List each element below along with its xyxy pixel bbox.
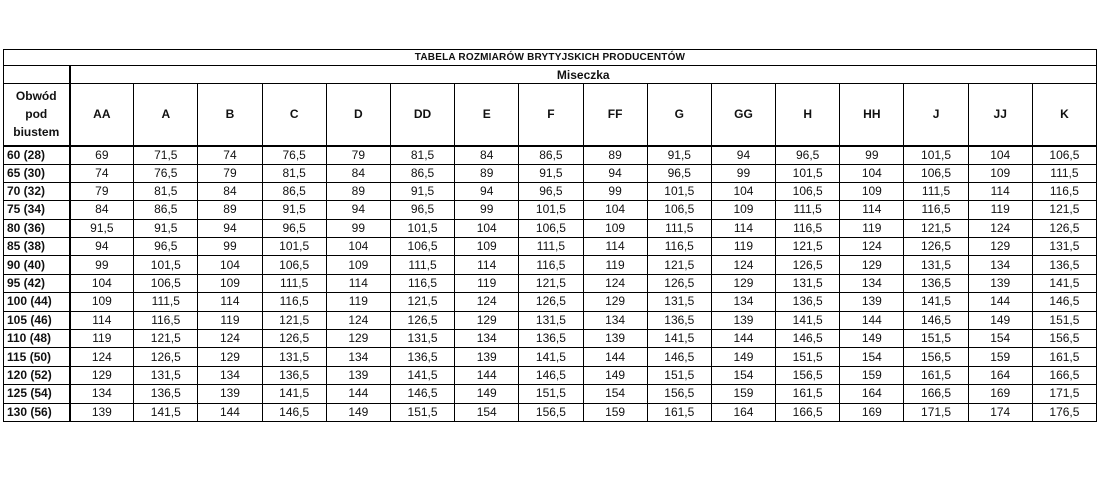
measurement-cell: 174 (968, 403, 1032, 421)
measurement-cell: 104 (70, 274, 134, 292)
measurement-cell: 129 (70, 366, 134, 384)
cup-size-row (4, 84, 1097, 146)
measurement-cell: 126,5 (904, 238, 968, 256)
table-title: TABELA ROZMIARÓW BRYTYJSKICH PRODUCENTÓW (3, 49, 1097, 65)
measurement-cell: 69 (70, 146, 134, 165)
measurement-cell: 124 (840, 238, 904, 256)
cup-size-header: JJ (968, 84, 1032, 146)
measurement-cell: 126,5 (262, 330, 326, 348)
measurement-cell: 164 (840, 385, 904, 403)
measurement-cell: 111,5 (134, 293, 198, 311)
measurement-cell: 96,5 (776, 146, 840, 165)
band-size-cell: 125 (54) (4, 385, 70, 403)
measurement-cell: 166,5 (1032, 366, 1096, 384)
measurement-cell: 114 (583, 238, 647, 256)
measurement-cell: 171,5 (1032, 385, 1096, 403)
measurement-cell: 89 (455, 164, 519, 182)
measurement-cell: 91,5 (262, 201, 326, 219)
measurement-cell: 106,5 (390, 238, 454, 256)
table-row (4, 348, 1097, 366)
measurement-cell: 121,5 (1032, 201, 1096, 219)
measurement-cell: 79 (70, 182, 134, 200)
measurement-cell: 119 (968, 201, 1032, 219)
measurement-cell: 131,5 (262, 348, 326, 366)
measurement-cell: 99 (326, 219, 390, 237)
measurement-cell: 121,5 (134, 330, 198, 348)
cup-size-header: E (455, 84, 519, 146)
measurement-cell: 139 (198, 385, 262, 403)
measurement-cell: 106,5 (1032, 146, 1096, 165)
band-header-line: pod (25, 107, 48, 122)
cup-size-header: D (326, 84, 390, 146)
measurement-cell: 76,5 (134, 164, 198, 182)
table-row (4, 293, 1097, 311)
cup-size-header: FF (583, 84, 647, 146)
measurement-cell: 99 (70, 256, 134, 274)
measurement-cell: 94 (326, 201, 390, 219)
measurement-cell: 131,5 (519, 311, 583, 329)
measurement-cell: 109 (583, 219, 647, 237)
band-size-cell: 110 (48) (4, 330, 70, 348)
measurement-cell: 141,5 (134, 403, 198, 421)
measurement-cell: 84 (70, 201, 134, 219)
table-row (4, 256, 1097, 274)
measurement-cell: 136,5 (134, 385, 198, 403)
table-row (4, 366, 1097, 384)
measurement-cell: 164 (711, 403, 775, 421)
measurement-cell: 109 (711, 201, 775, 219)
measurement-cell: 126,5 (776, 256, 840, 274)
cup-size-header: GG (711, 84, 775, 146)
table-row (4, 182, 1097, 200)
measurement-cell: 151,5 (904, 330, 968, 348)
measurement-cell: 146,5 (904, 311, 968, 329)
measurement-cell: 89 (326, 182, 390, 200)
measurement-cell: 146,5 (776, 330, 840, 348)
measurement-cell: 116,5 (390, 274, 454, 292)
measurement-cell: 159 (840, 366, 904, 384)
measurement-cell: 149 (326, 403, 390, 421)
measurement-cell: 134 (455, 330, 519, 348)
measurement-cell: 156,5 (519, 403, 583, 421)
measurement-cell: 141,5 (262, 385, 326, 403)
measurement-cell: 81,5 (262, 164, 326, 182)
measurement-cell: 104 (455, 219, 519, 237)
measurement-cell: 94 (711, 146, 775, 165)
measurement-cell: 139 (70, 403, 134, 421)
table-row (4, 274, 1097, 292)
measurement-cell: 139 (840, 293, 904, 311)
measurement-cell: 156,5 (1032, 330, 1096, 348)
measurement-cell: 106,5 (647, 201, 711, 219)
measurement-cell: 144 (455, 366, 519, 384)
measurement-cell: 149 (583, 366, 647, 384)
measurement-cell: 129 (326, 330, 390, 348)
measurement-cell: 101,5 (519, 201, 583, 219)
measurement-cell: 124 (968, 219, 1032, 237)
measurement-cell: 119 (198, 311, 262, 329)
measurement-cell: 119 (840, 219, 904, 237)
measurement-cell: 74 (70, 164, 134, 182)
measurement-cell: 104 (198, 256, 262, 274)
measurement-cell: 141,5 (904, 293, 968, 311)
measurement-cell: 84 (326, 164, 390, 182)
band-size-cell: 90 (40) (4, 256, 70, 274)
cup-size-header: K (1032, 84, 1096, 146)
measurement-cell: 91,5 (70, 219, 134, 237)
measurement-cell: 146,5 (1032, 293, 1096, 311)
measurement-cell: 134 (70, 385, 134, 403)
measurement-cell: 101,5 (390, 219, 454, 237)
measurement-cell: 124 (455, 293, 519, 311)
measurement-cell: 124 (583, 274, 647, 292)
measurement-cell: 139 (711, 311, 775, 329)
band-size-cell: 105 (46) (4, 311, 70, 329)
band-size-cell: 115 (50) (4, 348, 70, 366)
measurement-cell: 121,5 (647, 256, 711, 274)
measurement-cell: 101,5 (134, 256, 198, 274)
measurement-cell: 86,5 (390, 164, 454, 182)
measurement-cell: 94 (583, 164, 647, 182)
measurement-cell: 111,5 (519, 238, 583, 256)
measurement-cell: 119 (70, 330, 134, 348)
measurement-cell: 131,5 (776, 274, 840, 292)
band-size-cell: 130 (56) (4, 403, 70, 421)
measurement-cell: 91,5 (519, 164, 583, 182)
measurement-cell: 176,5 (1032, 403, 1096, 421)
measurement-cell: 109 (326, 256, 390, 274)
measurement-cell: 121,5 (390, 293, 454, 311)
measurement-cell: 149 (455, 385, 519, 403)
measurement-cell: 114 (968, 182, 1032, 200)
measurement-cell: 129 (711, 274, 775, 292)
measurement-cell: 156,5 (647, 385, 711, 403)
measurement-cell: 136,5 (647, 311, 711, 329)
measurement-cell: 131,5 (904, 256, 968, 274)
measurement-cell: 139 (455, 348, 519, 366)
measurement-cell: 146,5 (262, 403, 326, 421)
measurement-cell: 96,5 (519, 182, 583, 200)
measurement-cell: 111,5 (904, 182, 968, 200)
measurement-cell: 166,5 (904, 385, 968, 403)
measurement-cell: 91,5 (134, 219, 198, 237)
band-size-cell: 65 (30) (4, 164, 70, 182)
measurement-cell: 114 (326, 274, 390, 292)
measurement-cell: 104 (840, 164, 904, 182)
band-size-cell: 85 (38) (4, 238, 70, 256)
band-size-cell: 75 (34) (4, 201, 70, 219)
measurement-cell: 141,5 (519, 348, 583, 366)
size-table (3, 65, 1097, 422)
measurement-cell: 109 (70, 293, 134, 311)
measurement-cell: 99 (583, 182, 647, 200)
corner-cell (4, 66, 70, 84)
measurement-cell: 91,5 (647, 146, 711, 165)
measurement-cell: 126,5 (134, 348, 198, 366)
measurement-cell: 109 (198, 274, 262, 292)
measurement-cell: 144 (198, 403, 262, 421)
band-size-cell: 120 (52) (4, 366, 70, 384)
cup-size-header: DD (390, 84, 454, 146)
measurement-cell: 101,5 (904, 146, 968, 165)
band-header-line: biustem (13, 125, 60, 140)
table-row (4, 201, 1097, 219)
measurement-cell: 161,5 (776, 385, 840, 403)
measurement-cell: 154 (455, 403, 519, 421)
measurement-cell: 126,5 (647, 274, 711, 292)
measurement-cell: 111,5 (390, 256, 454, 274)
measurement-cell: 99 (711, 164, 775, 182)
measurement-cell: 129 (455, 311, 519, 329)
table-row (4, 146, 1097, 165)
measurement-cell: 99 (198, 238, 262, 256)
table-row (4, 238, 1097, 256)
measurement-cell: 161,5 (904, 366, 968, 384)
measurement-cell: 84 (455, 146, 519, 165)
measurement-cell: 116,5 (519, 256, 583, 274)
measurement-cell: 116,5 (262, 293, 326, 311)
measurement-cell: 156,5 (904, 348, 968, 366)
measurement-cell: 81,5 (390, 146, 454, 165)
measurement-cell: 104 (326, 238, 390, 256)
table-row (4, 385, 1097, 403)
measurement-cell: 156,5 (776, 366, 840, 384)
measurement-cell: 146,5 (519, 366, 583, 384)
measurement-cell: 124 (326, 311, 390, 329)
measurement-cell: 111,5 (262, 274, 326, 292)
measurement-cell: 139 (326, 366, 390, 384)
measurement-cell: 131,5 (1032, 238, 1096, 256)
measurement-cell: 114 (455, 256, 519, 274)
measurement-cell: 116,5 (904, 201, 968, 219)
measurement-cell: 106,5 (776, 182, 840, 200)
measurement-cell: 149 (968, 311, 1032, 329)
cup-size-header: C (262, 84, 326, 146)
measurement-cell: 126,5 (1032, 219, 1096, 237)
measurement-cell: 104 (583, 201, 647, 219)
table-row (4, 311, 1097, 329)
measurement-cell: 86,5 (262, 182, 326, 200)
measurement-cell: 134 (198, 366, 262, 384)
measurement-cell: 136,5 (262, 366, 326, 384)
measurement-cell: 114 (70, 311, 134, 329)
measurement-cell: 164 (968, 366, 1032, 384)
measurement-cell: 134 (840, 274, 904, 292)
band-header (4, 84, 70, 146)
measurement-cell: 119 (583, 256, 647, 274)
measurement-cell: 96,5 (647, 164, 711, 182)
band-header-line: Obwód (15, 89, 57, 104)
band-size-cell: 70 (32) (4, 182, 70, 200)
measurement-cell: 139 (968, 274, 1032, 292)
measurement-cell: 121,5 (904, 219, 968, 237)
measurement-cell: 89 (583, 146, 647, 165)
measurement-cell: 144 (711, 330, 775, 348)
measurement-cell: 129 (198, 348, 262, 366)
cup-size-header: A (134, 84, 198, 146)
measurement-cell: 169 (968, 385, 1032, 403)
band-size-cell: 100 (44) (4, 293, 70, 311)
measurement-cell: 131,5 (134, 366, 198, 384)
measurement-cell: 136,5 (776, 293, 840, 311)
table-row (4, 330, 1097, 348)
measurement-cell: 124 (711, 256, 775, 274)
measurement-cell: 114 (198, 293, 262, 311)
measurement-cell: 136,5 (904, 274, 968, 292)
table-row (4, 164, 1097, 182)
measurement-cell: 154 (968, 330, 1032, 348)
measurement-cell: 171,5 (904, 403, 968, 421)
measurement-cell: 151,5 (647, 366, 711, 384)
measurement-cell: 116,5 (647, 238, 711, 256)
measurement-cell: 71,5 (134, 146, 198, 165)
measurement-cell: 116,5 (776, 219, 840, 237)
measurement-cell: 159 (583, 403, 647, 421)
measurement-cell: 154 (711, 366, 775, 384)
measurement-cell: 101,5 (647, 182, 711, 200)
measurement-cell: 159 (968, 348, 1032, 366)
measurement-cell: 94 (198, 219, 262, 237)
band-size-cell: 95 (42) (4, 274, 70, 292)
measurement-cell: 109 (455, 238, 519, 256)
measurement-cell: 79 (198, 164, 262, 182)
measurement-cell: 101,5 (776, 164, 840, 182)
measurement-cell: 151,5 (390, 403, 454, 421)
measurement-cell: 101,5 (262, 238, 326, 256)
measurement-cell: 111,5 (647, 219, 711, 237)
measurement-cell: 119 (326, 293, 390, 311)
cup-header-row (4, 66, 1097, 84)
cup-size-header: G (647, 84, 711, 146)
measurement-cell: 116,5 (1032, 182, 1096, 200)
measurement-cell: 74 (198, 146, 262, 165)
measurement-cell: 136,5 (519, 330, 583, 348)
measurement-cell: 136,5 (390, 348, 454, 366)
measurement-cell: 114 (711, 219, 775, 237)
table-body (4, 146, 1097, 422)
measurement-cell: 96,5 (390, 201, 454, 219)
measurement-cell: 149 (840, 330, 904, 348)
measurement-cell: 94 (70, 238, 134, 256)
band-size-cell: 60 (28) (4, 146, 70, 165)
measurement-cell: 106,5 (134, 274, 198, 292)
measurement-cell: 146,5 (390, 385, 454, 403)
measurement-cell: 91,5 (390, 182, 454, 200)
measurement-cell: 141,5 (776, 311, 840, 329)
measurement-cell: 139 (583, 330, 647, 348)
measurement-cell: 134 (711, 293, 775, 311)
measurement-cell: 114 (840, 201, 904, 219)
measurement-cell: 129 (968, 238, 1032, 256)
measurement-cell: 124 (70, 348, 134, 366)
measurement-cell: 96,5 (262, 219, 326, 237)
measurement-cell: 131,5 (647, 293, 711, 311)
measurement-cell: 159 (711, 385, 775, 403)
measurement-cell: 81,5 (134, 182, 198, 200)
measurement-cell: 84 (198, 182, 262, 200)
measurement-cell: 141,5 (1032, 274, 1096, 292)
measurement-cell: 131,5 (390, 330, 454, 348)
measurement-cell: 86,5 (134, 201, 198, 219)
measurement-cell: 116,5 (134, 311, 198, 329)
cup-size-header: F (519, 84, 583, 146)
measurement-cell: 161,5 (1032, 348, 1096, 366)
measurement-cell: 144 (968, 293, 1032, 311)
measurement-cell: 94 (455, 182, 519, 200)
measurement-cell: 144 (583, 348, 647, 366)
cup-size-header: AA (70, 84, 134, 146)
measurement-cell: 121,5 (519, 274, 583, 292)
measurement-cell: 134 (583, 311, 647, 329)
measurement-cell: 141,5 (390, 366, 454, 384)
measurement-cell: 144 (840, 311, 904, 329)
table-row (4, 219, 1097, 237)
measurement-cell: 151,5 (1032, 311, 1096, 329)
table-row (4, 403, 1097, 421)
measurement-cell: 76,5 (262, 146, 326, 165)
measurement-cell: 126,5 (519, 293, 583, 311)
measurement-cell: 146,5 (647, 348, 711, 366)
measurement-cell: 136,5 (1032, 256, 1096, 274)
measurement-cell: 129 (583, 293, 647, 311)
measurement-cell: 104 (968, 146, 1032, 165)
measurement-cell: 99 (455, 201, 519, 219)
measurement-cell: 154 (583, 385, 647, 403)
measurement-cell: 121,5 (262, 311, 326, 329)
measurement-cell: 111,5 (1032, 164, 1096, 182)
measurement-cell: 149 (711, 348, 775, 366)
measurement-cell: 144 (326, 385, 390, 403)
measurement-cell: 106,5 (519, 219, 583, 237)
measurement-cell: 151,5 (776, 348, 840, 366)
measurement-cell: 119 (711, 238, 775, 256)
cup-size-header: B (198, 84, 262, 146)
measurement-cell: 119 (455, 274, 519, 292)
measurement-cell: 161,5 (647, 403, 711, 421)
measurement-cell: 154 (840, 348, 904, 366)
measurement-cell: 106,5 (262, 256, 326, 274)
cup-size-header: J (904, 84, 968, 146)
measurement-cell: 126,5 (390, 311, 454, 329)
measurement-cell: 134 (968, 256, 1032, 274)
measurement-cell: 99 (840, 146, 904, 165)
measurement-cell: 166,5 (776, 403, 840, 421)
size-chart (3, 49, 1097, 422)
measurement-cell: 141,5 (647, 330, 711, 348)
measurement-cell: 151,5 (519, 385, 583, 403)
band-size-cell: 80 (36) (4, 219, 70, 237)
measurement-cell: 106,5 (904, 164, 968, 182)
measurement-cell: 109 (840, 182, 904, 200)
measurement-cell: 129 (840, 256, 904, 274)
measurement-cell: 111,5 (776, 201, 840, 219)
measurement-cell: 86,5 (519, 146, 583, 165)
cup-size-header: HH (840, 84, 904, 146)
measurement-cell: 109 (968, 164, 1032, 182)
measurement-cell: 79 (326, 146, 390, 165)
measurement-cell: 169 (840, 403, 904, 421)
measurement-cell: 104 (711, 182, 775, 200)
cup-header: Miseczka (70, 66, 1097, 84)
cup-size-header: H (776, 84, 840, 146)
measurement-cell: 89 (198, 201, 262, 219)
measurement-cell: 121,5 (776, 238, 840, 256)
measurement-cell: 134 (326, 348, 390, 366)
measurement-cell: 124 (198, 330, 262, 348)
measurement-cell: 96,5 (134, 238, 198, 256)
